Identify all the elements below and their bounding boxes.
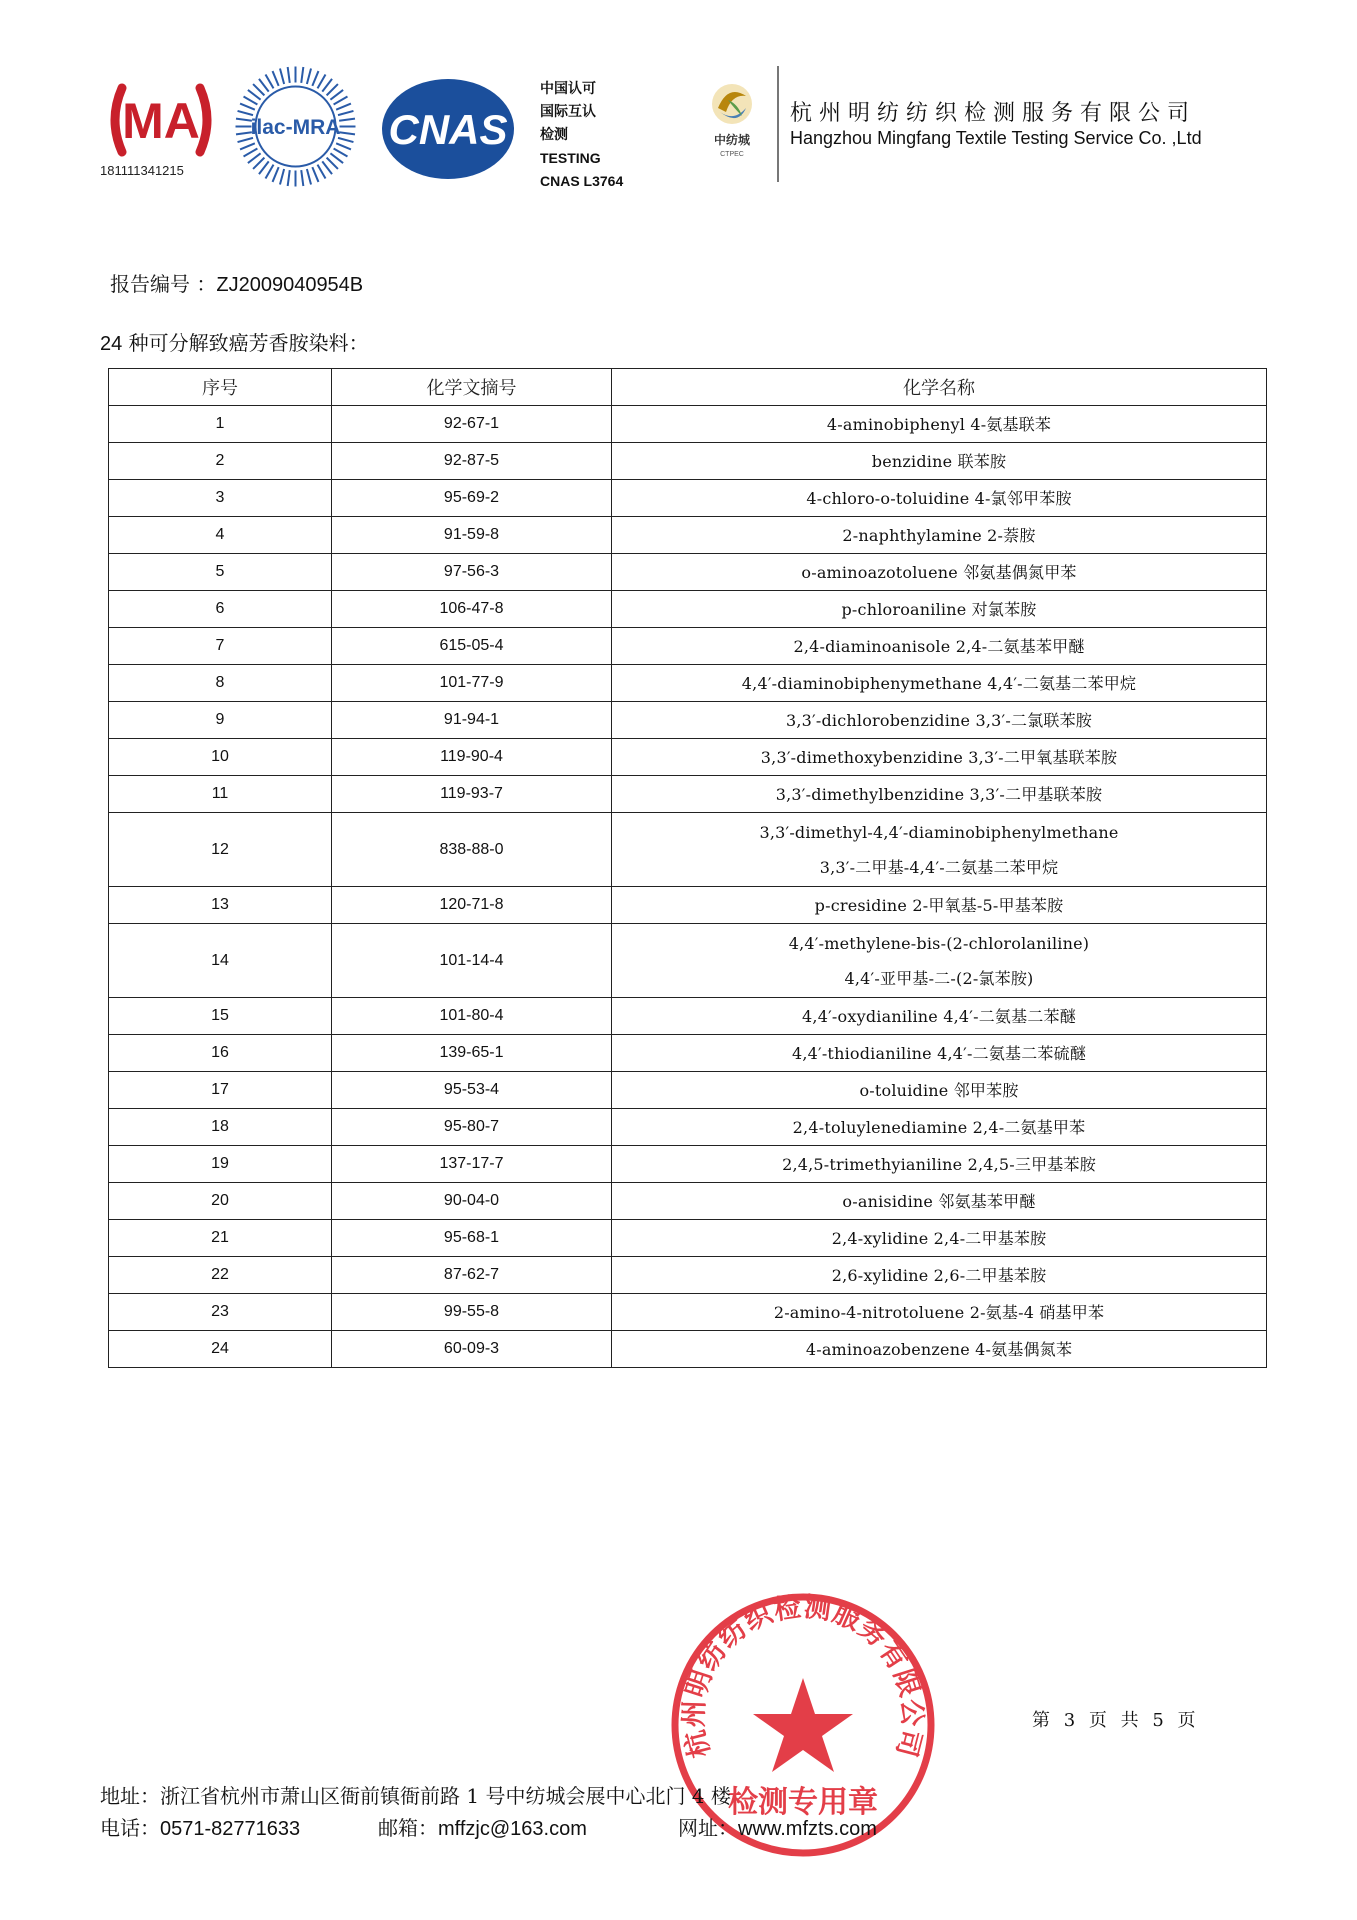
row-number: 3 (109, 480, 332, 517)
chemical-name-line: 3,3′-dichlorobenzidine 3,3′-二氯联苯胺 (785, 710, 1092, 730)
phone-value: 0571-82771633 (160, 1818, 301, 1840)
ilac-ray (236, 119, 252, 121)
table-row (109, 443, 1267, 480)
table-row (109, 554, 1267, 591)
ilac-ray (238, 111, 253, 115)
row-number: 20 (109, 1183, 332, 1220)
table-row (109, 776, 1267, 813)
ilac-ray (336, 143, 351, 149)
cas-number: 139-65-1 (332, 1035, 612, 1072)
table-row (109, 1331, 1267, 1368)
chemical-name-line: o-toluidine 邻甲苯胺 (859, 1080, 1019, 1100)
ilac-ray (318, 75, 326, 89)
stamp-inner-text: 检测专用章 (728, 1785, 878, 1820)
chemical-name-line: 3,3′-dimethyl-4,4′-diaminobiphenylmethane (759, 822, 1119, 842)
ilac-ray (248, 90, 261, 100)
chemical-name (612, 1257, 1267, 1294)
table-row (109, 998, 1267, 1035)
chemical-name-line: 2,4-diaminoanisole 2,4-二氨基苯甲醚 (793, 636, 1085, 656)
ilac-ray (336, 104, 351, 110)
ilac-ray (244, 97, 258, 105)
chemical-name (612, 1294, 1267, 1331)
cas-number: 101-80-4 (332, 998, 612, 1035)
row-number: 1 (109, 406, 332, 443)
chemical-name (612, 924, 1267, 998)
chemical-name-line: 2-naphthylamine 2-萘胺 (842, 525, 1036, 545)
table-row (109, 1109, 1267, 1146)
row-number: 23 (109, 1294, 332, 1331)
cert-line: 中国认可 (540, 81, 596, 97)
cas-number: 95-68-1 (332, 1220, 612, 1257)
row-number: 19 (109, 1146, 332, 1183)
chemical-name (612, 665, 1267, 702)
ilac-ray (253, 158, 264, 169)
row-number: 7 (109, 628, 332, 665)
cas-number: 838-88-0 (332, 813, 612, 887)
row-number: 12 (109, 813, 332, 887)
chemical-name (612, 998, 1267, 1035)
chemical-name-line: 2,6-xylidine 2,6-二甲基苯胺 (831, 1265, 1047, 1285)
chemical-name (612, 406, 1267, 443)
chemical-name (612, 887, 1267, 924)
ilac-ray (288, 170, 290, 186)
cert-line: 国际互认 (540, 104, 596, 120)
cas-number: 101-14-4 (332, 924, 612, 998)
chemical-name-line: 3,3′-二甲基-4,4′-二氨基二苯甲烷 (819, 857, 1059, 877)
table-row (109, 1294, 1267, 1331)
chemical-name-line: 3,3′-dimethylbenzidine 3,3′-二甲基联苯胺 (775, 784, 1103, 804)
table-row (109, 1072, 1267, 1109)
chemical-name (612, 1072, 1267, 1109)
chemical-name-line: 4,4′-diaminobiphenymethane 4,4′-二氨基二苯甲烷 (741, 673, 1137, 693)
ilac-ray (280, 169, 284, 184)
chemical-name (612, 813, 1267, 887)
table-row (109, 1035, 1267, 1072)
address-label: 地址： (100, 1784, 160, 1808)
row-number: 10 (109, 739, 332, 776)
address-line (100, 1780, 731, 1809)
chemical-name-line: 2,4,5-trimethyianiline 2,4,5-三甲基苯胺 (782, 1154, 1096, 1174)
col-header-name: 化学名称 (612, 369, 1267, 406)
chemical-name (612, 1035, 1267, 1072)
cas-number: 97-56-3 (332, 554, 612, 591)
chemical-name-line: 4,4′-oxydianiline 4,4′-二氨基二苯醚 (802, 1006, 1076, 1026)
ilac-ray (236, 132, 252, 134)
ilac-ray (266, 165, 274, 179)
chemical-name-line: 4-aminoazobenzene 4-氨基偶氮苯 (805, 1339, 1073, 1359)
chemical-name-line: p-chloroaniline 对氯苯胺 (841, 599, 1037, 619)
cnas-logo (378, 74, 518, 184)
ilac-ray (330, 90, 343, 100)
cas-number: 101-77-9 (332, 665, 612, 702)
chemical-name (612, 480, 1267, 517)
cas-number: 99-55-8 (332, 1294, 612, 1331)
ilac-ray (322, 161, 332, 174)
ilac-ray (339, 132, 355, 134)
chemical-name-line: 4,4′-methylene-bis-(2-chlorolaniline) (788, 933, 1090, 953)
table-row (109, 1220, 1267, 1257)
report-number-label: 报告编号 (110, 272, 190, 296)
row-number: 11 (109, 776, 332, 813)
email-label: 邮箱： (378, 1816, 438, 1840)
ilac-ray (312, 167, 318, 182)
row-number: 14 (109, 924, 332, 998)
chemical-name-line: o-aminoazotoluene 邻氨基偶氮甲苯 (801, 562, 1077, 582)
ilac-ray (248, 153, 261, 163)
chemical-name (612, 1146, 1267, 1183)
row-number: 21 (109, 1220, 332, 1257)
chemical-name-line: 3,3′-dimethoxybenzidine 3,3′-二甲氧基联苯胺 (760, 747, 1118, 767)
stamp-outer-text: 杭州明纺纺织检测服务有限公司 (678, 1591, 928, 1761)
table-row (109, 702, 1267, 739)
table-row (109, 517, 1267, 554)
ilac-ray (266, 75, 274, 89)
table-row (109, 406, 1267, 443)
ctpec-logo (698, 78, 766, 162)
phone-label: 电话： (100, 1816, 160, 1840)
table-row (109, 739, 1267, 776)
chemical-name (612, 517, 1267, 554)
web-value[interactable]: www.mfzts.com (738, 1818, 877, 1840)
ilac-ray (339, 119, 355, 121)
chemical-name (612, 739, 1267, 776)
table-row (109, 887, 1267, 924)
chemical-name-line: benzidine 联苯胺 (871, 451, 1007, 471)
row-number: 22 (109, 1257, 332, 1294)
cas-number: 120-71-8 (332, 887, 612, 924)
table-row (109, 1257, 1267, 1294)
ilac-ray (259, 161, 269, 174)
web-label: 网址： (678, 1816, 738, 1840)
chemical-name (612, 628, 1267, 665)
list-title-text: 种可分解致癌芳香胺染料： (122, 331, 369, 355)
chemical-name-line: 4-aminobiphenyl 4-氨基联苯 (826, 414, 1052, 434)
table-row (109, 480, 1267, 517)
row-number: 18 (109, 1109, 332, 1146)
chemical-name-line: 4,4′-亚甲基-二-(2-氯苯胺) (844, 968, 1034, 988)
ctpec-cn-text: 中纺城 (713, 133, 751, 147)
ilac-ray (312, 71, 318, 86)
ilac-ray (240, 104, 255, 110)
chemical-name-line: 4,4′-thiodianiline 4,4′-二氨基二苯硫醚 (791, 1043, 1087, 1063)
ilac-ray (327, 158, 338, 169)
contact-line (100, 1812, 877, 1841)
ilac-ray (330, 153, 343, 163)
cnas-logo-text: CNAS (388, 106, 508, 153)
chemical-name-line: 2,4-toluylenediamine 2,4-二氨基甲苯 (792, 1117, 1086, 1137)
chemical-name (612, 554, 1267, 591)
row-number: 5 (109, 554, 332, 591)
cas-number: 95-80-7 (332, 1109, 612, 1146)
col-header-no: 序号 (109, 369, 332, 406)
ilac-ray (244, 149, 258, 157)
table-row (109, 924, 1267, 998)
cert-line: CNAS L3764 (540, 173, 624, 189)
ilac-ray (301, 170, 303, 186)
company-name-en: Hangzhou Mingfang Textile Testing Service Co. ,Ltd (790, 128, 1202, 148)
ilac-ray (240, 143, 255, 149)
ilac-ray (318, 165, 326, 179)
cas-number: 87-62-7 (332, 1257, 612, 1294)
accreditation-text (540, 78, 623, 193)
chemical-name-line: o-anisidine 邻氨基苯甲醚 (842, 1191, 1036, 1211)
ilac-ray (280, 69, 284, 84)
address-value: 浙江省杭州市萧山区衙前镇衙前路 1 号中纺城会展中心北门 4 楼 (160, 1784, 731, 1808)
chemical-name (612, 702, 1267, 739)
row-number: 4 (109, 517, 332, 554)
chemical-name-line: 4-chloro-o-toluidine 4-氯邻甲苯胺 (806, 488, 1072, 508)
table-row (109, 591, 1267, 628)
chemical-name-line: p-cresidine 2-甲氧基-5-甲基苯胺 (814, 895, 1064, 915)
table-row (109, 628, 1267, 665)
chemical-name (612, 776, 1267, 813)
amine-table (108, 368, 1267, 1368)
row-number: 16 (109, 1035, 332, 1072)
ilac-ray (327, 84, 338, 95)
table-row (109, 1146, 1267, 1183)
email-value: mffzjc@163.com (438, 1818, 587, 1840)
row-number: 24 (109, 1331, 332, 1368)
chemical-name (612, 1109, 1267, 1146)
ilac-ray (334, 97, 348, 105)
cma-logo (100, 70, 222, 170)
cas-number: 95-53-4 (332, 1072, 612, 1109)
list-title (100, 327, 369, 356)
ilac-ray (288, 67, 290, 83)
cert-line: 检测 (540, 127, 568, 143)
table-row (109, 813, 1267, 887)
row-number: 13 (109, 887, 332, 924)
ilac-ray (273, 71, 279, 86)
row-number: 2 (109, 443, 332, 480)
chemical-name-line: 2,4-xylidine 2,4-二甲基苯胺 (831, 1228, 1047, 1248)
ilac-ray (322, 79, 332, 92)
cas-number: 91-94-1 (332, 702, 612, 739)
ilac-ray (301, 67, 303, 83)
page-number: 第 3 页 共 5 页 (1032, 1710, 1200, 1731)
header-divider (777, 66, 779, 182)
list-count: 24 (100, 333, 123, 355)
ilac-ray (273, 167, 279, 182)
cas-number: 106-47-8 (332, 591, 612, 628)
ilac-ray (338, 111, 353, 115)
table-row (109, 665, 1267, 702)
col-header-cas: 化学文摘号 (332, 369, 612, 406)
row-number: 9 (109, 702, 332, 739)
report-number (110, 268, 363, 297)
chemical-name (612, 443, 1267, 480)
cma-number: 181111341215 (100, 163, 184, 178)
cas-number: 92-67-1 (332, 406, 612, 443)
table-header-row (109, 369, 1267, 406)
ilac-ray (259, 79, 269, 92)
ilac-ray (307, 69, 311, 84)
ilac-mra-logo (233, 64, 358, 189)
cas-number: 95-69-2 (332, 480, 612, 517)
cas-number: 90-04-0 (332, 1183, 612, 1220)
cas-number: 615-05-4 (332, 628, 612, 665)
ilac-ray (334, 149, 348, 157)
cas-number: 60-09-3 (332, 1331, 612, 1368)
chemical-name (612, 1183, 1267, 1220)
cas-number: 119-90-4 (332, 739, 612, 776)
report-number-value: ZJ2009040954B (216, 274, 364, 296)
ilac-ray (253, 84, 264, 95)
table-row (109, 1183, 1267, 1220)
ilac-ray (307, 169, 311, 184)
row-number: 6 (109, 591, 332, 628)
chemical-name (612, 1331, 1267, 1368)
cert-line: TESTING (540, 150, 601, 166)
cas-number: 92-87-5 (332, 443, 612, 480)
row-number: 17 (109, 1072, 332, 1109)
company-name-cn: 杭州明纺纺织检测服务有限公司 (790, 101, 1197, 126)
cas-number: 91-59-8 (332, 517, 612, 554)
row-number: 15 (109, 998, 332, 1035)
ctpec-en-text: CTPEC (720, 151, 744, 158)
ilac-logo-text: ilac-MRA (250, 116, 341, 139)
row-number: 8 (109, 665, 332, 702)
cma-logo-text: MA (122, 93, 200, 149)
chemical-name (612, 1220, 1267, 1257)
chemical-name-line: 2-amino-4-nitrotoluene 2-氨基-4 硝基甲苯 (773, 1302, 1105, 1322)
report-number-sep: ： (196, 272, 217, 296)
chemical-name (612, 591, 1267, 628)
cas-number: 137-17-7 (332, 1146, 612, 1183)
cas-number: 119-93-7 (332, 776, 612, 813)
